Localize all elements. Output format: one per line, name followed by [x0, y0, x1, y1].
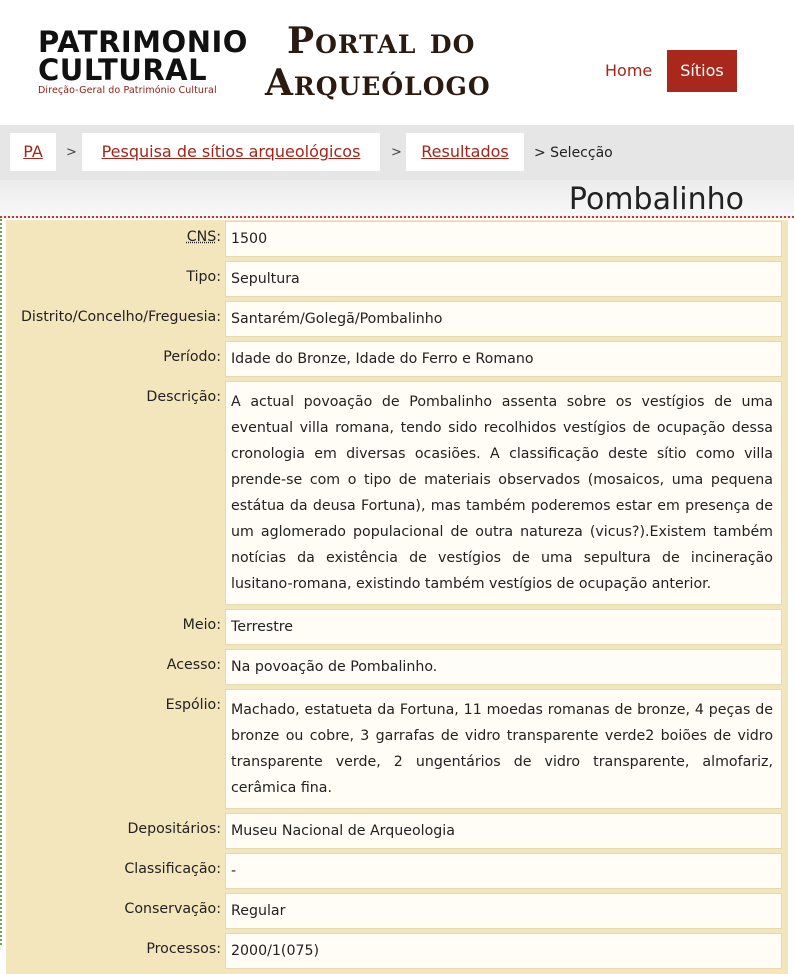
table-row — [6, 221, 788, 257]
descricao-value: A actual povoação de Pombalinho assenta sobre os vestígios de uma eventual villa romana, tendo sido recolhidos vestígios de ocupação dessa cronologia em diversas ocasiões. A classificação deste sítio como villa prende-se com o tipo de materiais observados (mosaicos, uma pequena estátua da deusa Fortuna), mas também poderemos estar em presença de um aglomerado populacional de outra natureza (vicus?).Existem também notícias da existência de vestígios de uma sepultura de incineração lusitano-romana, existindo também vestígios de ocupação anterior. — [225, 381, 782, 605]
cns-value: 1500 — [225, 221, 782, 257]
title-bar — [0, 180, 794, 218]
table-row — [6, 853, 788, 889]
table-row — [6, 381, 788, 605]
depositarios-value: Museu Nacional de Arqueologia — [225, 813, 782, 849]
meio-value: Terrestre — [225, 609, 782, 645]
processos-value: 2000/1(075) — [225, 933, 782, 969]
field-label: Acesso: — [6, 649, 225, 685]
table-row — [6, 301, 788, 337]
field-label: Meio: — [6, 609, 225, 645]
nav-home-link[interactable]: Home — [605, 61, 653, 80]
table-row — [6, 813, 788, 849]
portal-title-line1: Portal do — [287, 20, 476, 62]
field-label: Tipo: — [6, 261, 225, 297]
table-row — [6, 609, 788, 645]
breadcrumb-item-pa — [10, 133, 56, 171]
field-label: Processos: — [6, 933, 225, 969]
field-label: Depositários: — [6, 813, 225, 849]
field-label: Distrito/Concelho/Freguesia: — [6, 301, 225, 337]
portal-title-line2: Arqueólogo — [265, 62, 491, 104]
field-label: Período: — [6, 341, 225, 377]
field-label: Conservação: — [6, 893, 225, 929]
nav-sitios-link[interactable]: Sítios — [667, 50, 736, 92]
site-details-table — [6, 220, 788, 974]
conservacao-value: Regular — [225, 893, 782, 929]
page-title: Pombalinho — [568, 182, 744, 217]
logo-subtitle: Direção-Geral do Património Cultural — [38, 85, 217, 96]
site-header — [0, 0, 794, 125]
breadcrumb-link-resultados[interactable]: Resultados — [421, 142, 509, 161]
tipo-value: Sepultura — [225, 261, 782, 297]
breadcrumb-item-pesquisa — [82, 133, 380, 171]
field-label: Classificação: — [6, 853, 225, 889]
classificacao-value: - — [225, 853, 782, 889]
breadcrumb-separator: > — [391, 145, 402, 160]
table-row — [6, 649, 788, 685]
breadcrumb-item-resultados — [406, 133, 524, 171]
table-row — [6, 689, 788, 809]
breadcrumb-current: > Selecção — [534, 145, 613, 161]
breadcrumb-separator: > — [66, 145, 77, 160]
acesso-value: Na povoação de Pombalinho. — [225, 649, 782, 685]
dgpc-logo[interactable] — [38, 25, 258, 98]
portal-logo[interactable] — [265, 20, 565, 104]
logo-text-line1: PATRIMONIO — [38, 25, 248, 59]
table-row — [6, 933, 788, 969]
table-row — [6, 893, 788, 929]
field-label: CNS: — [6, 221, 225, 257]
distrito-value: Santarém/Golegã/Pombalinho — [225, 301, 782, 337]
cns-abbr[interactable]: CNS — [186, 229, 217, 245]
table-row — [6, 341, 788, 377]
table-row — [6, 261, 788, 297]
periodo-value: Idade do Bronze, Idade do Ferro e Romano — [225, 341, 782, 377]
field-label: Espólio: — [6, 689, 225, 809]
field-label: Descrição: — [6, 381, 225, 605]
logo-text-line2: CULTURAL — [38, 53, 208, 87]
breadcrumb-link-pa[interactable]: PA — [23, 142, 43, 161]
main-nav — [592, 50, 737, 92]
espolio-value: Machado, estatueta da Fortuna, 11 moedas romanas de bronze, 4 peças de bronze ou cobre, 3 garrafas de vidro transparente verde2 boiões de vidro transparente verde, 2 ungentários de vidro transparente, almofariz, cerâmica fina. — [225, 689, 782, 809]
breadcrumb-link-pesquisa[interactable]: Pesquisa de sítios arqueológicos — [101, 142, 361, 161]
breadcrumb — [0, 125, 794, 180]
